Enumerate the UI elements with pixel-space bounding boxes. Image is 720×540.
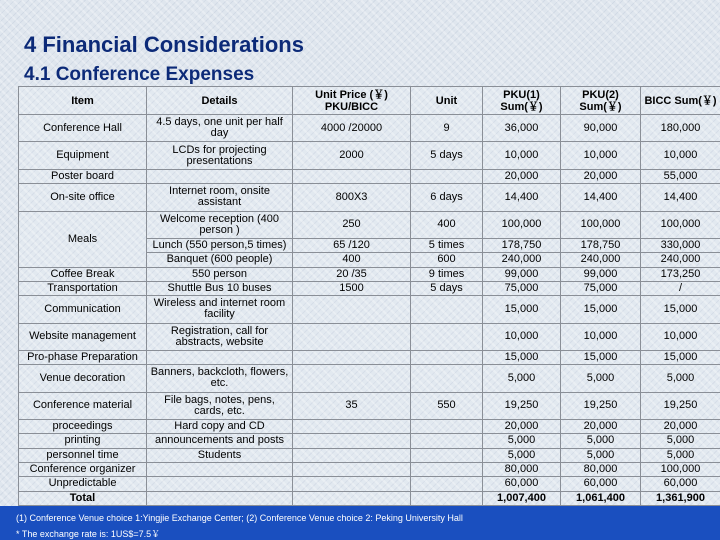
cell-item: Meals xyxy=(19,211,147,267)
table-row xyxy=(19,448,720,462)
cell-details xyxy=(147,477,293,491)
cell-unit-price: 4000 /20000 xyxy=(293,115,411,142)
cell-unit: 9 xyxy=(411,115,483,142)
cell-pku1-sum: 5,000 xyxy=(483,365,561,392)
cell-bicc-sum: 15,000 xyxy=(641,350,720,364)
cell-unit: 6 days xyxy=(411,184,483,211)
cell-pku1-total: 1,007,400 xyxy=(483,491,561,505)
cell-bicc-sum: 10,000 xyxy=(641,323,720,350)
cell-pku2-sum: 10,000 xyxy=(561,142,641,169)
cell-unit-price xyxy=(293,365,411,392)
cell-unit-price: 2000 xyxy=(293,142,411,169)
cell-pku1-sum: 60,000 xyxy=(483,477,561,491)
cell-item: Poster board xyxy=(19,169,147,183)
cell-item: Venue decoration xyxy=(19,365,147,392)
cell-unit-price xyxy=(293,420,411,434)
table-row xyxy=(19,296,720,323)
cell-item: Conference material xyxy=(19,392,147,419)
cell-item: On-site office xyxy=(19,184,147,211)
cell-pku2-sum: 90,000 xyxy=(561,115,641,142)
cell-unit-price xyxy=(293,350,411,364)
cell-pku1-sum: 14,400 xyxy=(483,184,561,211)
cell-item-total: Total xyxy=(19,491,147,505)
cell-details: 550 person xyxy=(147,267,293,281)
cell-unit-price: 20 /35 xyxy=(293,267,411,281)
cell-bicc-sum: 5,000 xyxy=(641,448,720,462)
cell-details: Banners, backcloth, flowers, etc. xyxy=(147,365,293,392)
cell-pku1-sum: 178,750 xyxy=(483,238,561,252)
cell-unit xyxy=(411,448,483,462)
table-row xyxy=(19,211,720,238)
table-row xyxy=(19,142,720,169)
cell-unit: 400 xyxy=(411,211,483,238)
footnote-venue-choices: (1) Conference Venue choice 1:Yingjie Exchange Center; (2) Conference Venue choice 2: Peking University Hall xyxy=(16,513,463,523)
cell-details: Students xyxy=(147,448,293,462)
footer-bar xyxy=(0,506,720,540)
cell-unit-price: 400 xyxy=(293,253,411,267)
cell-pku2-sum: 5,000 xyxy=(561,434,641,448)
cell-pku2-sum: 19,250 xyxy=(561,392,641,419)
cell-pku2-sum: 20,000 xyxy=(561,420,641,434)
cell-item: personnel time xyxy=(19,448,147,462)
cell-unit-price xyxy=(293,169,411,183)
cell-pku2-sum: 15,000 xyxy=(561,350,641,364)
cell-pku1-sum: 99,000 xyxy=(483,267,561,281)
table-row xyxy=(19,365,720,392)
cell-bicc-sum: / xyxy=(641,281,720,295)
cell-pku1-sum: 75,000 xyxy=(483,281,561,295)
cell-pku1-sum: 100,000 xyxy=(483,211,561,238)
table-header-row xyxy=(19,87,720,115)
cell-item: Communication xyxy=(19,296,147,323)
col-header-pku2-sum: PKU(2) Sum(￥) xyxy=(561,87,641,115)
table-row xyxy=(19,115,720,142)
cell-item: Conference organizer xyxy=(19,462,147,476)
cell-details: Wireless and internet room facility xyxy=(147,296,293,323)
cell-details: Internet room, onsite assistant xyxy=(147,184,293,211)
cell-pku2-sum: 20,000 xyxy=(561,169,641,183)
cell-bicc-sum: 15,000 xyxy=(641,296,720,323)
slide-subtitle: 4.1 Conference Expenses xyxy=(24,64,255,85)
table-row xyxy=(19,281,720,295)
slide-title: 4 Financial Considerations xyxy=(24,32,304,57)
cell-pku1-sum: 240,000 xyxy=(483,253,561,267)
cell-unit: 550 xyxy=(411,392,483,419)
table-row xyxy=(19,477,720,491)
cell-pku2-sum: 5,000 xyxy=(561,365,641,392)
cell-item: Equipment xyxy=(19,142,147,169)
table-row xyxy=(19,267,720,281)
cell-pku1-sum: 20,000 xyxy=(483,169,561,183)
cell-bicc-sum: 20,000 xyxy=(641,420,720,434)
table-row xyxy=(19,184,720,211)
cell-bicc-sum: 180,000 xyxy=(641,115,720,142)
cell-bicc-sum: 100,000 xyxy=(641,211,720,238)
cell-details xyxy=(147,491,293,505)
cell-item: proceedings xyxy=(19,420,147,434)
cell-pku1-sum: 15,000 xyxy=(483,296,561,323)
cell-pku1-sum: 5,000 xyxy=(483,434,561,448)
cell-item: Unpredictable xyxy=(19,477,147,491)
cell-details xyxy=(147,169,293,183)
cell-unit-price xyxy=(293,323,411,350)
cell-unit xyxy=(411,434,483,448)
cell-details: Shuttle Bus 10 buses xyxy=(147,281,293,295)
cell-unit-price xyxy=(293,448,411,462)
table-row xyxy=(19,323,720,350)
cell-unit xyxy=(411,296,483,323)
cell-bicc-sum: 5,000 xyxy=(641,365,720,392)
cell-unit: 9 times xyxy=(411,267,483,281)
cell-unit xyxy=(411,462,483,476)
cell-pku2-sum: 99,000 xyxy=(561,267,641,281)
cell-item: Website management xyxy=(19,323,147,350)
cell-pku2-sum: 60,000 xyxy=(561,477,641,491)
cell-details: Hard copy and CD xyxy=(147,420,293,434)
table-total-row xyxy=(19,491,720,505)
cell-pku2-sum: 240,000 xyxy=(561,253,641,267)
cell-pku2-sum: 15,000 xyxy=(561,296,641,323)
footnote-exchange-rate: * The exchange rate is: 1US$=7.5￥ xyxy=(16,529,161,539)
cell-bicc-total: 1,361,900 xyxy=(641,491,720,505)
cell-item: Coffee Break xyxy=(19,267,147,281)
cell-unit xyxy=(411,350,483,364)
cell-unit xyxy=(411,491,483,505)
cell-pku1-sum: 36,000 xyxy=(483,115,561,142)
cell-unit-price xyxy=(293,462,411,476)
table-row xyxy=(19,462,720,476)
table-row xyxy=(19,392,720,419)
cell-unit-price xyxy=(293,477,411,491)
cell-details: 4.5 days, one unit per half day xyxy=(147,115,293,142)
cell-unit xyxy=(411,169,483,183)
cell-pku1-sum: 5,000 xyxy=(483,448,561,462)
cell-item: Transportation xyxy=(19,281,147,295)
cell-pku2-sum: 178,750 xyxy=(561,238,641,252)
cell-bicc-sum: 60,000 xyxy=(641,477,720,491)
cell-unit xyxy=(411,420,483,434)
cell-bicc-sum: 330,000 xyxy=(641,238,720,252)
cell-bicc-sum: 55,000 xyxy=(641,169,720,183)
cell-unit: 5 days xyxy=(411,281,483,295)
cell-details xyxy=(147,350,293,364)
col-header-details: Details xyxy=(147,87,293,115)
cell-unit-price: 65 /120 xyxy=(293,238,411,252)
cell-item: printing xyxy=(19,434,147,448)
cell-details: Banquet (600 people) xyxy=(147,253,293,267)
cell-pku1-sum: 15,000 xyxy=(483,350,561,364)
col-header-bicc-sum: BICC Sum(￥) xyxy=(641,87,720,115)
cell-details: LCDs for projecting presentations xyxy=(147,142,293,169)
cell-unit-price: 35 xyxy=(293,392,411,419)
cell-pku2-sum: 10,000 xyxy=(561,323,641,350)
cell-bicc-sum: 240,000 xyxy=(641,253,720,267)
cell-unit-price xyxy=(293,296,411,323)
cell-bicc-sum: 5,000 xyxy=(641,434,720,448)
cell-pku2-sum: 5,000 xyxy=(561,448,641,462)
cell-pku2-sum: 100,000 xyxy=(561,211,641,238)
cell-bicc-sum: 10,000 xyxy=(641,142,720,169)
cell-pku2-sum: 75,000 xyxy=(561,281,641,295)
cell-pku2-sum: 14,400 xyxy=(561,184,641,211)
cell-bicc-sum: 19,250 xyxy=(641,392,720,419)
col-header-pku1-sum: PKU(1) Sum(￥) xyxy=(483,87,561,115)
cell-pku1-sum: 10,000 xyxy=(483,142,561,169)
cell-details xyxy=(147,462,293,476)
cell-pku1-sum: 80,000 xyxy=(483,462,561,476)
cell-pku2-sum: 80,000 xyxy=(561,462,641,476)
cell-bicc-sum: 14,400 xyxy=(641,184,720,211)
table-row xyxy=(19,434,720,448)
expenses-table xyxy=(18,86,720,506)
table-row xyxy=(19,169,720,183)
cell-unit xyxy=(411,477,483,491)
table-row xyxy=(19,350,720,364)
cell-unit: 5 days xyxy=(411,142,483,169)
cell-unit-price: 800X3 xyxy=(293,184,411,211)
cell-unit: 5 times xyxy=(411,238,483,252)
cell-details: File bags, notes, pens, cards, etc. xyxy=(147,392,293,419)
cell-bicc-sum: 100,000 xyxy=(641,462,720,476)
cell-unit-price xyxy=(293,491,411,505)
cell-item: Conference Hall xyxy=(19,115,147,142)
cell-details: Welcome reception (400 person ) xyxy=(147,211,293,238)
cell-item: Pro-phase Preparation xyxy=(19,350,147,364)
cell-unit-price xyxy=(293,434,411,448)
col-header-item: Item xyxy=(19,87,147,115)
expenses-table-container xyxy=(18,86,720,506)
cell-unit-price: 250 xyxy=(293,211,411,238)
col-header-unit: Unit xyxy=(411,87,483,115)
cell-unit-price: 1500 xyxy=(293,281,411,295)
cell-bicc-sum: 173,250 xyxy=(641,267,720,281)
cell-unit xyxy=(411,323,483,350)
cell-pku1-sum: 10,000 xyxy=(483,323,561,350)
col-header-unit-price: Unit Price (￥) PKU/BICC xyxy=(293,87,411,115)
cell-details: Lunch (550 person,5 times) xyxy=(147,238,293,252)
cell-pku1-sum: 19,250 xyxy=(483,392,561,419)
cell-pku1-sum: 20,000 xyxy=(483,420,561,434)
table-row xyxy=(19,420,720,434)
cell-pku2-total: 1,061,400 xyxy=(561,491,641,505)
cell-unit xyxy=(411,365,483,392)
cell-details: Registration, call for abstracts, website xyxy=(147,323,293,350)
cell-details: announcements and posts xyxy=(147,434,293,448)
cell-unit: 600 xyxy=(411,253,483,267)
